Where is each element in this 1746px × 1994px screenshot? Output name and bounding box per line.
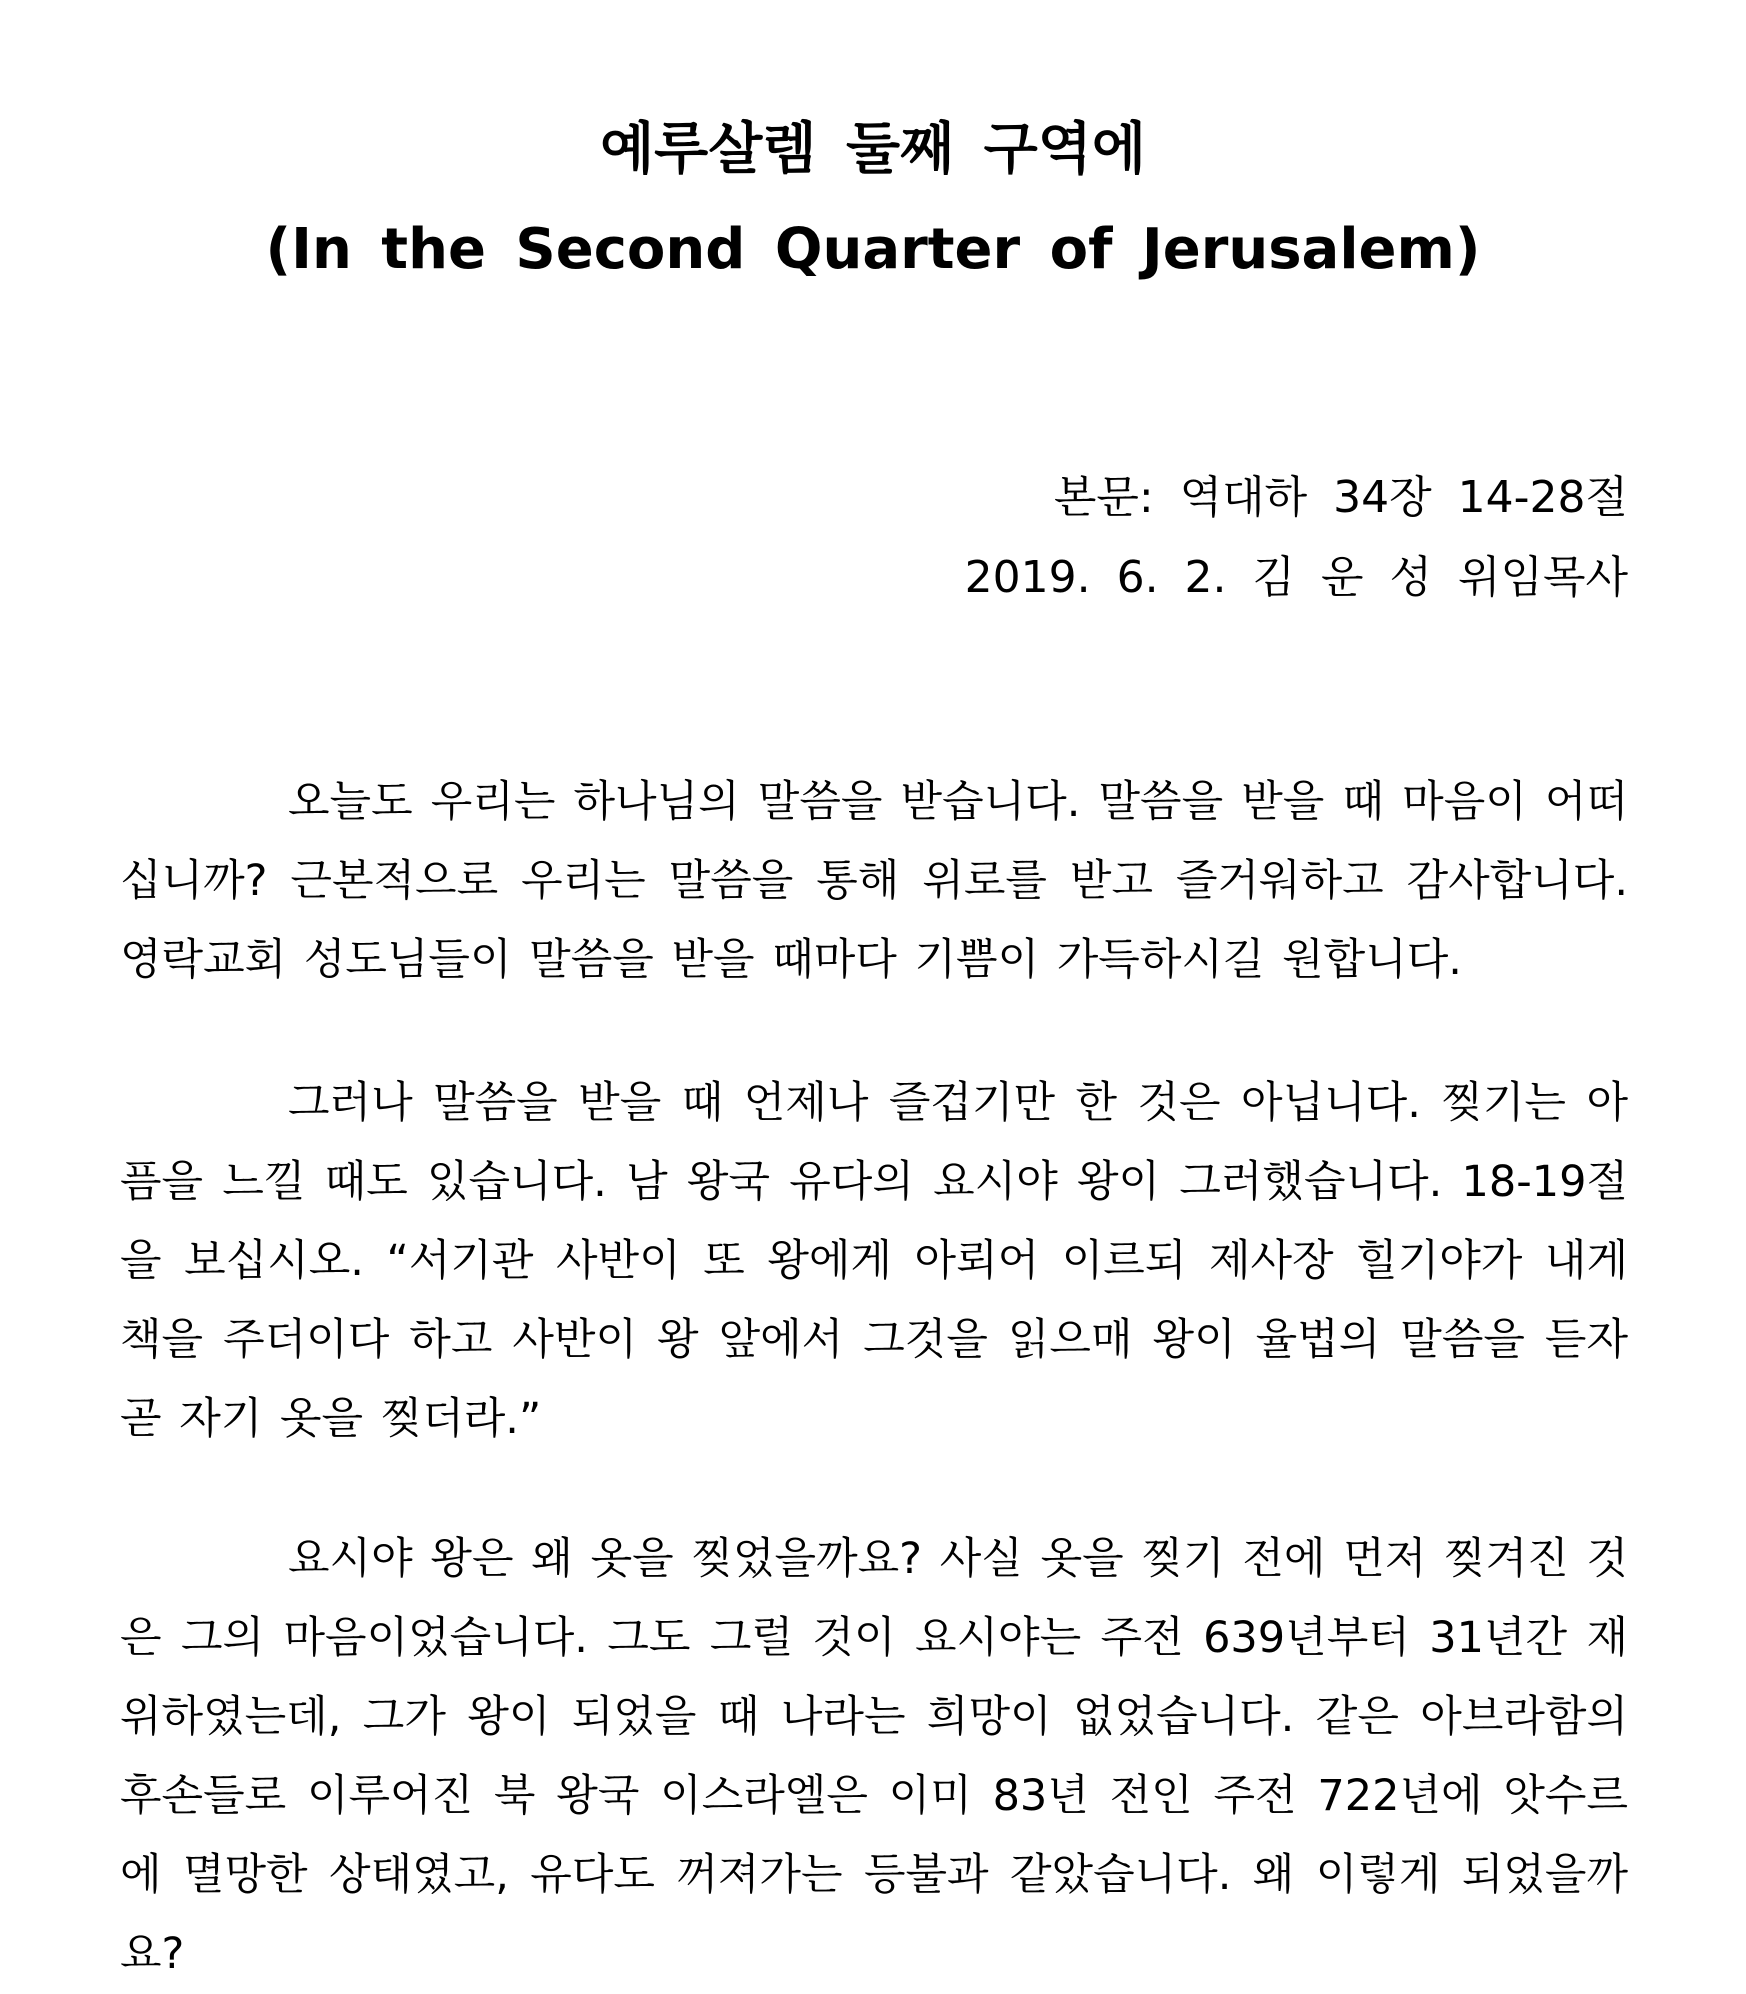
body-paragraph-1: 오늘도 우리는 하나님의 말씀을 받습니다. 말씀을 받을 때 마음이 어떠십니까? 근본적으로 우리는 말씀을 통해 위로를 받고 즐거워하고 감사합니다. 영락교회 성도님들이 말씀을 받을 때마다 기쁨이 가득하시길 원합니다. bbox=[120, 777, 1628, 985]
body-paragraph-2: 그러나 말씀을 받을 때 언제나 즐겁기만 한 것은 아닙니다. 찢기는 아픔을 느낄 때도 있습니다. 남 왕국 유다의 요시야 왕이 그러했습니다. 18-19절을 보십시오. “서기관 사반이 또 왕에게 아뢰어 이르되 제사장 힐기야가 내게 책을 주더이다 하고 사반이 왕 앞에서 그것을 읽으매 왕이 율법의 말씀을 듣자 곧 자기 옷을 찢더라.” bbox=[120, 1078, 1628, 1444]
scripture-reference: 본문: 역대하 34장 14-28절 bbox=[1053, 472, 1628, 523]
date-author-line: 2019. 6. 2. 김 운 성 위임목사 bbox=[964, 552, 1628, 603]
title-korean: 예루살렘 둘째 구역에 bbox=[600, 117, 1146, 182]
title-english: (In the Second Quarter of Jerusalem) bbox=[265, 217, 1481, 282]
body-paragraph-3: 요시야 왕은 왜 옷을 찢었을까요? 사실 옷을 찢기 전에 먼저 찢겨진 것은 그의 마음이었습니다. 그도 그럴 것이 요시야는 주전 639년부터 31년간 재위하였는데, 그가 왕이 되었을 때 나라는 희망이 없었습니다. 같은 아브라함의 후손들로 이루어진 북 왕국 이스라엘은 이미 83년 전인 주전 722년에 앗수르에 멸망한 상태였고, 유다도 꺼져가는 등불과 같았습니다. 왜 이렇게 되었을까요? bbox=[120, 1534, 1628, 1979]
